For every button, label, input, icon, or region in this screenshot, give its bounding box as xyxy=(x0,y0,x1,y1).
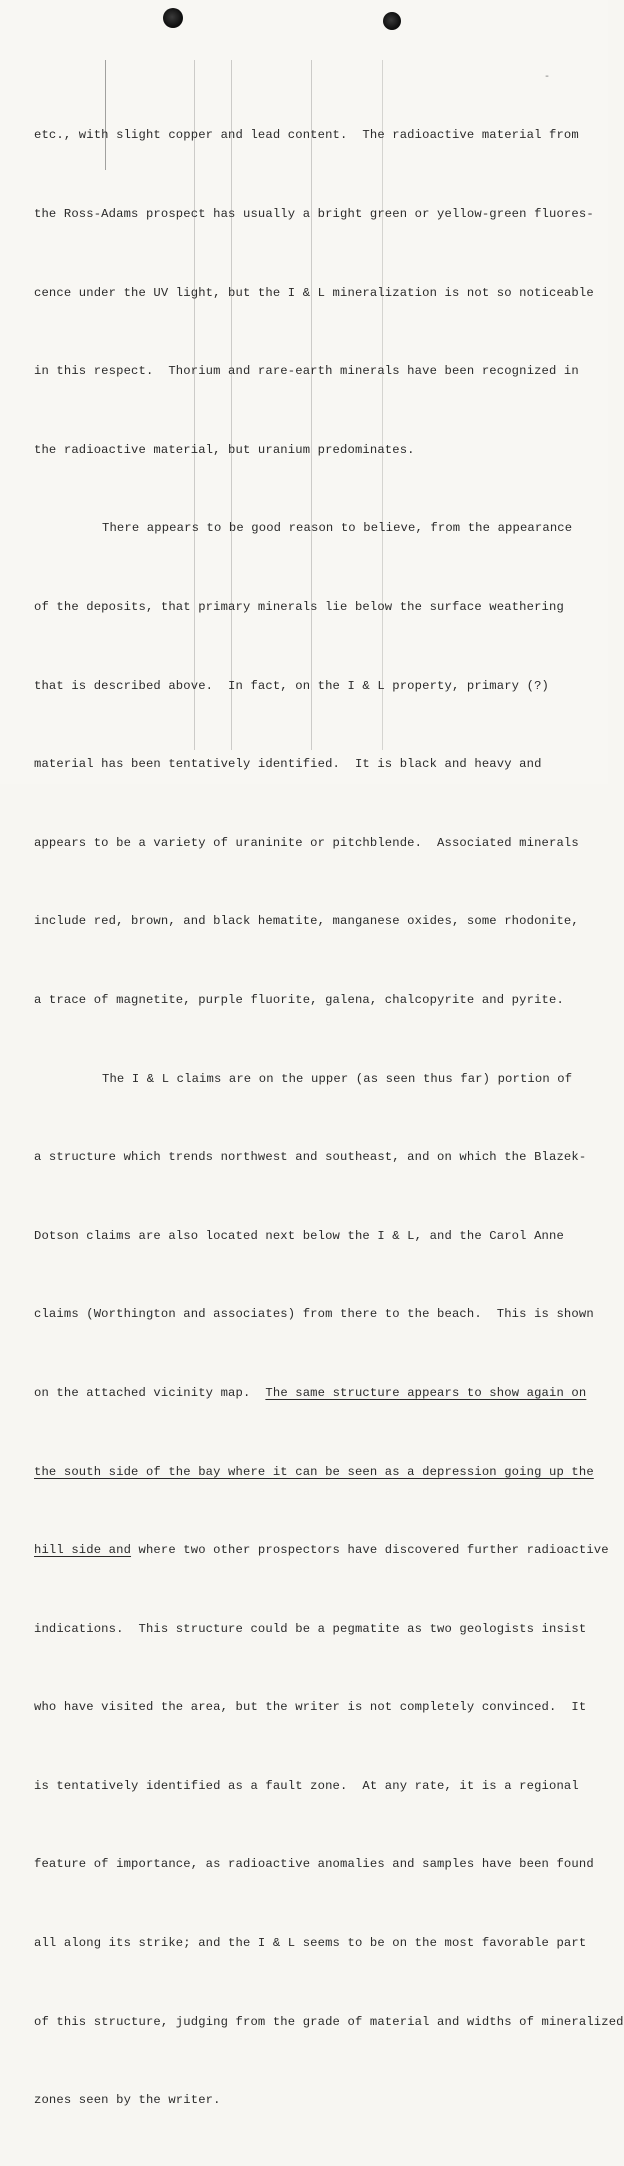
text-line: cence under the UV light, but the I & L mineralization is not so noticeable xyxy=(34,285,594,300)
text-line: in this respect. Thorium and rare-earth minerals have been recognized in xyxy=(34,364,579,379)
text-line xyxy=(34,1537,609,1563)
paragraph-start: There appears to be good reason to believe, from the appearance xyxy=(102,521,573,536)
text-line: appears to be a variety of uraninite or pitchblende. Associated minerals xyxy=(34,835,579,850)
text-line: that is described above. In fact, on the I & L property, primary (?) xyxy=(34,678,549,693)
punch-hole xyxy=(163,8,183,28)
text-line: a structure which trends northwest and southeast, and on which the Blazek- xyxy=(34,1150,587,1165)
text-line: Dotson claims are also located next below the I & L, and the Carol Anne xyxy=(34,1228,564,1243)
text-line: the Ross-Adams prospect has usually a bright green or yellow-green fluores- xyxy=(34,207,594,221)
underlined-text: the south side of the bay where it can be seen as a depression going up the xyxy=(34,1464,594,1479)
text-segment: where two other prospectors have discovered further radioactive xyxy=(131,1543,609,1558)
margin-mark: - xyxy=(543,72,550,83)
text-line: the radioactive material, but uranium predominates. xyxy=(34,442,415,457)
text-line: a trace of magnetite, purple fluorite, galena, chalcopyrite and pyrite. xyxy=(34,992,564,1007)
text-line xyxy=(34,1380,587,1406)
text-segment: on the attached vicinity map. xyxy=(34,1385,251,1400)
underlined-text: The same structure appears to show again on xyxy=(265,1385,587,1400)
punch-hole xyxy=(383,12,401,30)
paragraph-start: The I & L claims are on the upper (as seen thus far) portion of xyxy=(102,1071,573,1086)
text-line: of the deposits, that primary minerals lie below the surface weathering xyxy=(34,599,564,614)
text-line: indications. This structure could be a pegmatite as two geologists insist xyxy=(34,1621,587,1636)
text-line: claims (Worthington and associates) from there to the beach. This is shown xyxy=(34,1307,594,1322)
underlined-text: hill side and xyxy=(34,1543,132,1558)
text-line: of this structure, judging from the grade of material and widths of mineralized xyxy=(34,2014,624,2029)
text-line: etc., with slight copper and lead content. The radioactive material from xyxy=(34,128,579,143)
text-line: feature of importance, as radioactive anomalies and samples have been found xyxy=(34,1857,594,1872)
body-text xyxy=(34,70,624,2166)
text-line: zones seen by the writer. xyxy=(34,2093,221,2108)
text-line: material has been tentatively identified. It is black and heavy and xyxy=(34,757,542,772)
text-line: all along its strike; and the I & L seems to be on the most favorable part xyxy=(34,1936,587,1951)
text-line: who have visited the area, but the writer is not completely convinced. It xyxy=(34,1700,587,1715)
text-line: include red, brown, and black hematite, manganese oxides, some rhodonite, xyxy=(34,914,579,929)
text-line: is tentatively identified as a fault zone. At any rate, it is a regional xyxy=(34,1778,579,1793)
